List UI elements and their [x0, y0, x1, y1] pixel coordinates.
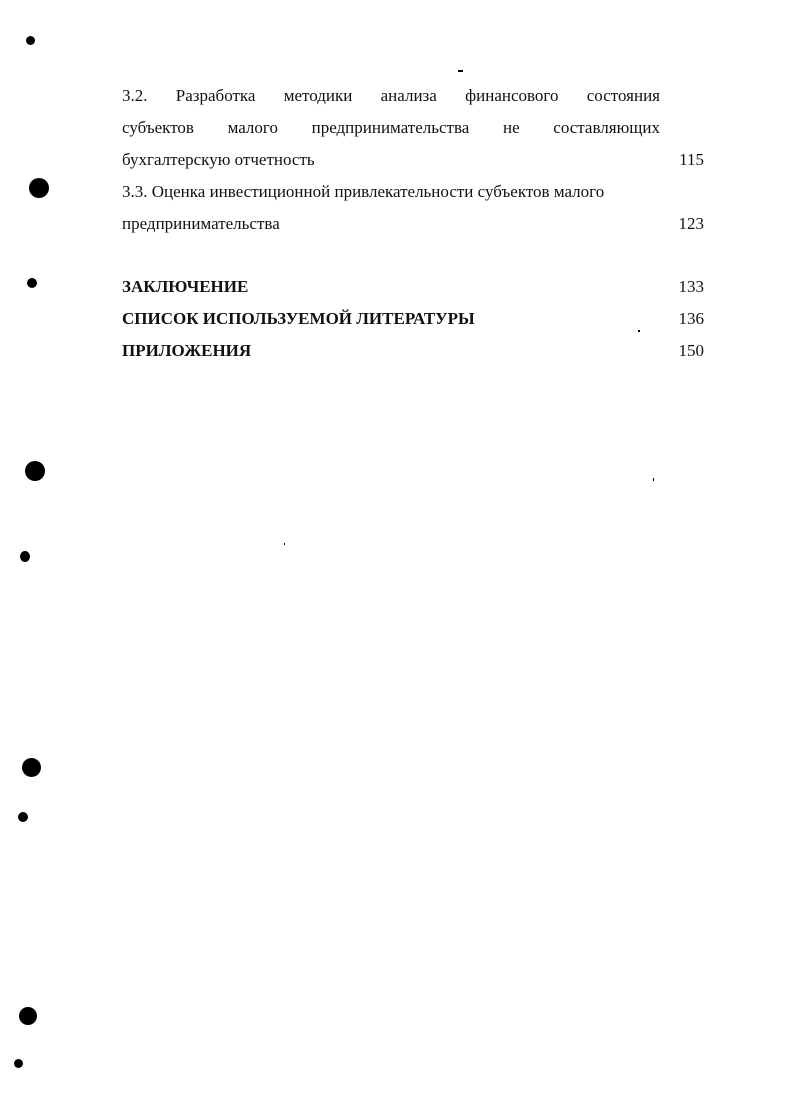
punch-hole [20, 551, 30, 562]
punch-hole [19, 1007, 37, 1025]
punch-hole [14, 1059, 23, 1068]
title-word: субъектов [122, 118, 194, 137]
chapter-title: ПРИЛОЖЕНИЯ [122, 341, 252, 360]
section-number: 3.3. [122, 182, 148, 201]
page-number: 123 [678, 214, 704, 233]
title-word: Разработка [175, 86, 256, 105]
punch-hole [18, 812, 28, 822]
chapter-title: ЗАКЛЮЧЕНИЕ [122, 277, 249, 296]
toc-entry-line [122, 208, 704, 240]
toc-entry-conclusion [122, 271, 704, 303]
toc-entry-line [122, 335, 704, 367]
punch-hole [29, 178, 49, 198]
toc-entry-references [122, 303, 704, 335]
page-number: 150 [678, 341, 704, 360]
title-text: бухгалтерскую отчетность [122, 150, 315, 169]
toc-entry-line [122, 176, 667, 208]
scan-speck [458, 70, 463, 72]
toc-entry-line [122, 144, 704, 176]
toc-entry-line [122, 303, 704, 335]
punch-hole [25, 461, 45, 481]
title-word: методики [283, 86, 353, 105]
title-text: предпринимательства [122, 214, 280, 233]
table-of-contents [122, 80, 704, 367]
page-number: 136 [678, 309, 704, 328]
punch-hole [26, 36, 35, 45]
toc-entry-3-3 [122, 176, 704, 240]
page-number: 115 [679, 150, 704, 169]
title-word: не [502, 118, 520, 137]
spacer [122, 240, 704, 271]
toc-entry-appendices [122, 335, 704, 367]
title-word: предпринимательства [311, 118, 470, 137]
toc-entry-3-2 [122, 80, 704, 176]
title-word: состояния [586, 86, 660, 105]
scan-speck [653, 478, 654, 481]
toc-entry-line [122, 271, 704, 303]
title-text: Оценка инвестиционной привлекательности субъектов малого [151, 182, 605, 201]
scan-speck [284, 543, 285, 545]
toc-entry-line [122, 112, 660, 144]
title-word: составляющих [553, 118, 660, 137]
title-word: малого [227, 118, 278, 137]
punch-hole [27, 278, 37, 288]
chapter-title: СПИСОК ИСПОЛЬЗУЕМОЙ ЛИТЕРАТУРЫ [122, 309, 475, 328]
title-word: финансового [465, 86, 559, 105]
page-number: 133 [678, 277, 704, 296]
toc-entry-line [122, 80, 660, 112]
section-number: 3.2. [122, 86, 148, 105]
punch-hole [22, 758, 41, 777]
title-word: анализа [380, 86, 437, 105]
